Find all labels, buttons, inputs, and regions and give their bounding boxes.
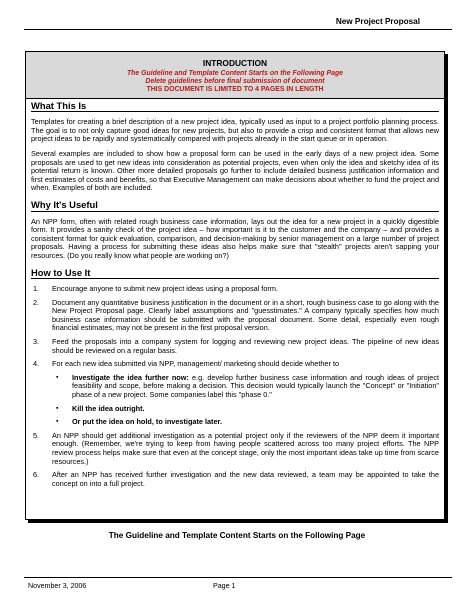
intro-title: INTRODUCTION (202, 58, 268, 68)
list-item-text: For each new idea submitted via NPP, management/ marketing should decide whether to (52, 359, 340, 369)
what-paragraph-1: Templates for creating a brief description of a new project idea, typically used as input to a project portfolio planning process. The goal is to not only capture good ideas for new projects, but also to provide a crisp and consistent format that allows new project ideas to be rapidly and systematically compared with projects already in the start queue or in operation. (31, 117, 439, 144)
list-number: 6. (33, 470, 40, 480)
section-heading-how: How to Use It (31, 267, 439, 280)
why-paragraph: An NPP form, often with related rough business case information, lays out the idea for a new project in a quickly digestible form. It provides a sanity check of the project idea – how important is it to the customer and the company – and provides a consistent format for quick evaluation, comparison, and decision-making by senior management on a large number of project proposals. Having a process for submitting these ideas also helps make sure that "stealth" projects aren't sapping your resources. (Do you really know what people are working on?) (31, 216, 439, 260)
what-paragraph-2: Several examples are included to show how a proposal form can be used in the early days of a new project idea. Some proposals are used to get new ideas into consideration as potential projects, even when only the idea and sketchy idea of its potential return is known. Other more detailed proposals go further to include detailed business justification information and first estimates of costs and benefits, so that Executive Management can make decisions about whether to fund the project and when. Examples of both are included. (31, 148, 439, 193)
list-item-text: Document any quantitative business justification in the document or in a short, rough business case to go along with the New Project Proposal page. Clearly label assumptions and "guesstimates." A company typically specifies how much business case information should be submitted with the proposal document. Some detail, especially even rough financial estimates, may not be present in the first proposal version. (52, 297, 439, 333)
bullet-strong-text: Investigate the idea further now: (72, 372, 189, 382)
bullet-strong-text: Or put the idea on hold, to investigate later. (72, 417, 223, 427)
page-footer (0, 577, 474, 597)
bullet-strong-text: Kill the idea outright. (72, 403, 145, 413)
list-item (31, 360, 439, 427)
bullet-text: e.g. develop further business case information and rough ideas of project feasibility and scope, before making a decision. This decision would typically launch the "Concept" or "Initiation" phase of a new project. Some companies label this "phase 0." (72, 372, 439, 400)
list-item (31, 299, 439, 333)
page-number: Page 1 (213, 582, 236, 590)
footer-rule (24, 577, 452, 578)
bullet-item (52, 374, 439, 400)
list-item (31, 285, 439, 294)
list-item-text: After an NPP has received further investigation and the new data reviewed, a team may be appointed to take the concept on into a full project. (52, 470, 439, 488)
footer-date: November 3, 2006 (28, 582, 87, 590)
list-number: 1. (33, 284, 40, 294)
bullet-item (52, 418, 439, 427)
page-header (0, 14, 474, 34)
list-item (31, 432, 439, 466)
list-item-text: Encourage anyone to submit new project ideas using a proposal form. (52, 284, 278, 294)
document-title: New Project Proposal (335, 17, 420, 26)
list-number: 5. (33, 430, 40, 440)
decision-options-list (52, 374, 439, 427)
bullet-item (52, 405, 439, 414)
intro-note-1: The Guideline and Template Content Starts on the Following Page (126, 69, 344, 77)
list-item (31, 471, 439, 488)
list-item (31, 338, 439, 355)
list-number: 3. (33, 337, 40, 347)
how-to-list (31, 285, 439, 488)
guideline-box (25, 51, 445, 520)
square-bullet-icon: ▪ (56, 404, 59, 412)
header-rule (24, 29, 452, 30)
list-number: 2. (33, 297, 40, 307)
square-bullet-icon: ▪ (56, 373, 59, 381)
intro-banner (26, 52, 444, 99)
following-page-note: The Guideline and Template Content Starts on the Following Page (108, 531, 366, 540)
section-heading-why: Why It's Useful (31, 199, 439, 212)
list-item-text: Feed the proposals into a company system for logging and reviewing new project ideas. The pipeline of new ideas should be reviewed on a regular basis. (52, 337, 439, 355)
intro-note-2: Delete guidelines before final submission of document (145, 77, 325, 85)
list-item-text: An NPP should get additional investigation as a potential project only if the reviewers of the NPP deem it important enough. (Remember, we're trying to keep from having people scattered across too many project efforts. The NPP review process helps make sure that even at the concept stage, only the most important ideas take up time from scarce resources.) (52, 430, 439, 466)
square-bullet-icon: ▪ (56, 418, 59, 426)
intro-note-3: THIS DOCUMENT IS LIMITED TO 4 PAGES IN LENGTH (146, 85, 324, 93)
section-heading-what: What This Is (31, 100, 439, 113)
list-number: 4. (33, 359, 40, 369)
